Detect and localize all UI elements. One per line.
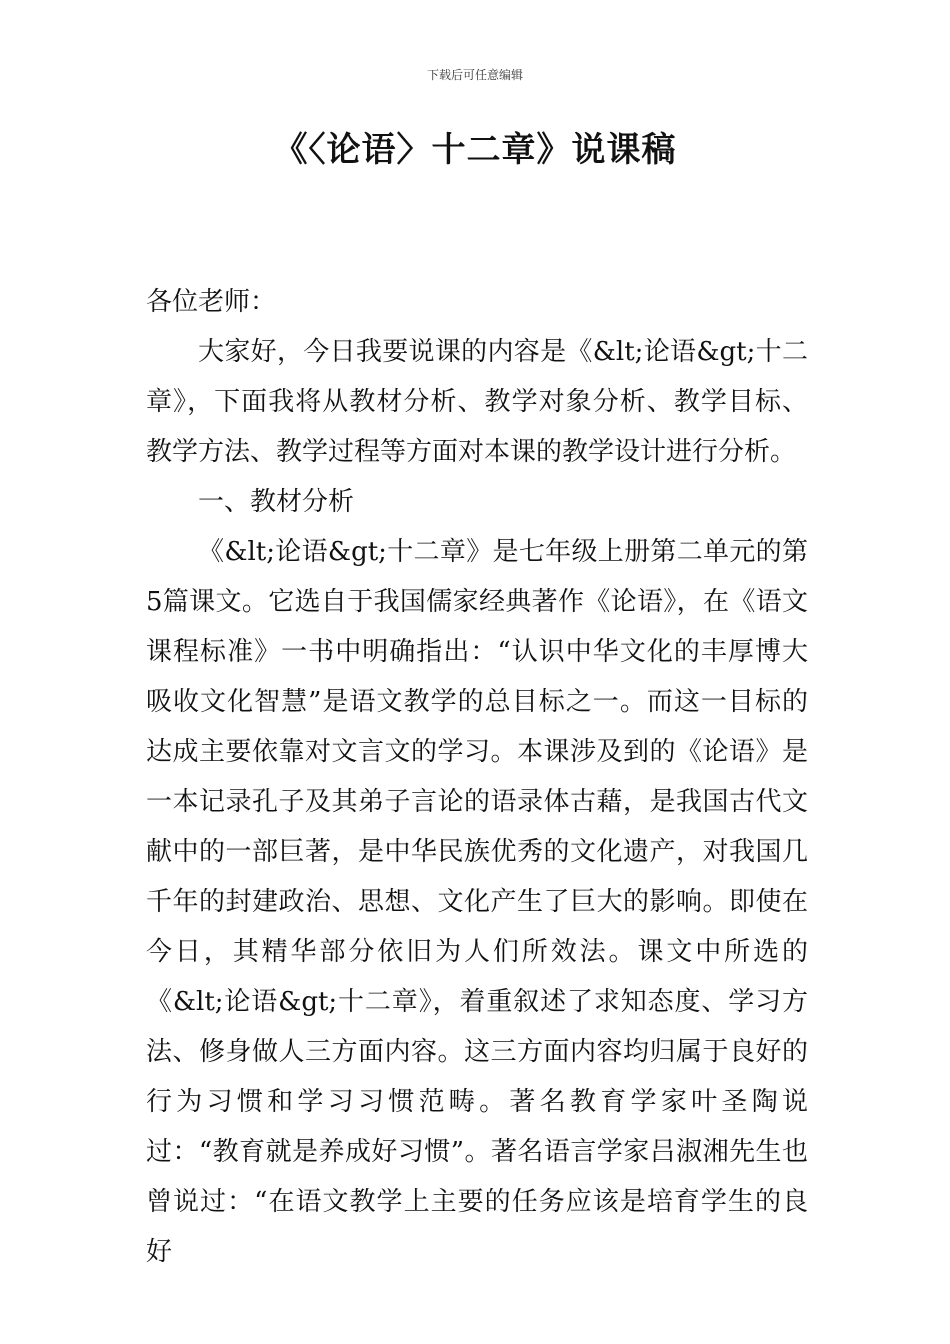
document-body [146,277,808,1277]
header-note: 下载后可任意编辑 [426,68,523,82]
paragraph-analysis: 《&lt;论语&gt;十二章》是七年级上册第二单元的第5篇课文。它选自于我国儒家经典著作《论语》，在《语文课程标准》一书中明确指出：“认识中华文化的丰厚博大吸收文化智慧”是语文教学的总目标之一。而这一目标的达成主要依靠对文言文的学习。本课涉及到的《论语》是一本记录孔子及其弟子言论的语录体古藉，是我国古代文献中的一部巨著，是中华民族优秀的文化遗产，对我国几千年的封建政治、思想、文化产生了巨大的影响。即使在今日，其精华部分依旧为人们所效法。课文中所选的《&lt;论语&gt;十二章》，着重叙述了求知态度、学习方法、修身做人三方面内容。这三方面内容均归属于良好的行为习惯和学习习惯范畴。著名教育学家叶圣陶说过：“教育就是养成好习惯”。著名语言学家吕淑湘先生也曾说过：“在语文教学上主要的任务应该是培育学生的良好 [146,537,808,1267]
document-title: 《〈论语〉十二章》说课稿 [273,130,677,170]
greeting: 各位老师： [146,287,277,317]
paragraph-intro: 大家好，今日我要说课的内容是《&lt;论语&gt;十二章》，下面我将从教材分析、教学对象分析、教学目标、教学方法、教学过程等方面对本课的教学设计进行分析。 [146,337,808,467]
section-heading: 一、教材分析 [198,487,355,517]
